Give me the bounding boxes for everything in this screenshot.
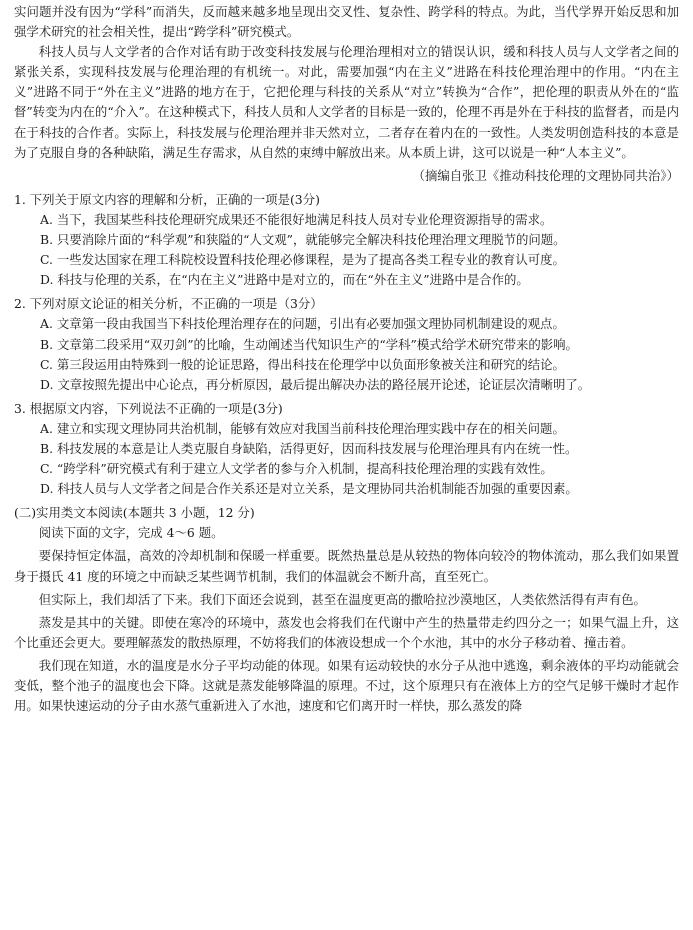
question-stem: 3. 根据原文内容，下列说法不正确的一项是(3分) — [14, 400, 283, 416]
option-b: B. 只要消除片面的“科学观”和狭隘的“人文观”，就能够完全解决科技伦理治理文理脱节的问题。 — [40, 232, 566, 248]
option-c: C. 第三段运用由特殊到一般的论证思路，得出科技在伦理学中以负面形象被关注和研究的结论。 — [40, 356, 565, 372]
section-instruction: 阅读下面的文字，完成 4～6 题。 — [38, 525, 224, 541]
section-heading: (二)实用类文本阅读(本题共 3 小题，12 分) — [14, 505, 255, 521]
question-1 — [0, 190, 693, 290]
option-c: C. 一些发达国家在理工科院校设置科技伦理必修课程，是为了提高各类工程专业的教育认可度。 — [40, 252, 565, 268]
option-d: D. 科技人员与人文学者之间是合作关系还是对立关系，是文理协同共治机制能否加强的重要因素。 — [40, 481, 578, 497]
option-a: A. 当下，我国某些科技伦理研究成果还不能很好地满足科技人员对专业伦理资源指导的需求。 — [40, 211, 553, 227]
option-a: A. 文章第一段由我国当下科技伦理治理存在的问题，引出有必要加强文理协同机制建设的观点。 — [40, 316, 565, 332]
paragraph-kinetic-energy: 我们现在知道，水的温度是水分子平均动能的体现。如果有运动较快的水分子从池中逃逸，剩余液体的平均动能就会变低，整个池子的温度也会下降。这就是蒸发能够降温的原理。不过，这个原理只有在液体上方的空气足够干燥时才起作用。如果快速运动的分子由水蒸气重新进入了水池，速度和它们离开时一样快，那么蒸发的降 — [14, 657, 679, 714]
paragraph-body-temperature: 要保持恒定体温，高效的冷却机制和保暖一样重要。既然热量总是从较热的物体向较冷的物体流动，那么我们如果置身于摄氏 41 度的环境之中而缺乏某些调节机制，我们的体温就会不断升高，直至死亡。 — [14, 548, 679, 584]
paragraph-survival: 但实际上，我们却活了下来。我们下面还会说到，甚至在温度更高的撒哈拉沙漠地区，人类依然活得有声有色。 — [38, 591, 646, 607]
paragraph-evaporation: 蒸发是其中的关键。即使在寒冷的环境中，蒸发也会将我们在代谢中产生的热量带走约四分之一；如果气温上升，这个比重还会更大。要理解蒸发的散热原理，不妨将我们的体液设想成一个个水池，其中的水分子移动着、撞击着。 — [14, 614, 679, 650]
source-citation: （摘编自张卫《推动科技伦理的文理协同共治》） — [412, 167, 679, 183]
question-3 — [0, 399, 693, 499]
option-d: D. 科技与伦理的关系，在“内在主义”进路中是对立的，而在“外在主义”进路中是合作的。 — [40, 272, 529, 288]
question-2 — [0, 294, 693, 394]
paragraph-intro-continued: 实问题并没有因为“学科”而消失，反而越来越多地呈现出交叉性、复杂性、跨学科的特点。为此，当代学界开始反思和加强学术研究的社会相关性，提出“跨学科”研究模式。 — [14, 4, 679, 40]
question-stem: 2. 下列对原文论证的相关分析，不正确的一项是（3分） — [14, 296, 323, 312]
option-d: D. 文章按照先提出中心论点，再分析原因，最后提出解决办法的路径展开论述，论证层次清晰明了。 — [40, 376, 591, 392]
question-stem: 1. 下列关于原文内容的理解和分析，正确的一项是(3分) — [14, 191, 320, 207]
option-b: B. 文章第二段采用“双刃剑”的比喻，生动阐述当代知识生产的“学科”模式给学术研究带来的影响。 — [40, 336, 578, 352]
option-b: B. 科技发展的本意是让人类克服自身缺陷，活得更好，因而科技发展与伦理治理具有内在统一性。 — [40, 440, 578, 456]
paragraph-cooperation: 科技人员与人文学者的合作对话有助于改变科技发展与伦理治理相对立的错误认识，缓和科技人员与人文学者之间的紧张关系，实现科技发展与伦理治理的有机统一。对此，需要加强“内在主义”进路在科技伦理治理中的作用。“内在主义”进路不同于“外在主义”进路的地方在于，它把伦理与科技的关系从“对立”转换为“合作”，把伦理的职责从外在的“监督”转变为内在的“介入”。在这种模式下，科技人员和人文学者的目标是一致的，伦理不再是外在于科技的监督者，而是内在于科技的合作者。实际上，科技发展与伦理治理并非天然对立，二者存在着内在的一致性。人类发明创造科技的本意是为了克服自身的各种缺陷，满足生存需求，从自然的束缚中解放出来。从本质上讲，这可以说是一种“人本主义”。 — [14, 44, 679, 160]
option-c: C. “跨学科”研究模式有利于建立人文学者的参与介入机制，提高科技伦理治理的实践有效性。 — [40, 461, 553, 477]
document-page — [0, 2, 693, 716]
option-a: A. 建立和实现文理协同共治机制，能够有效应对我国当前科技伦理治理实践中存在的相关问题。 — [40, 420, 565, 436]
